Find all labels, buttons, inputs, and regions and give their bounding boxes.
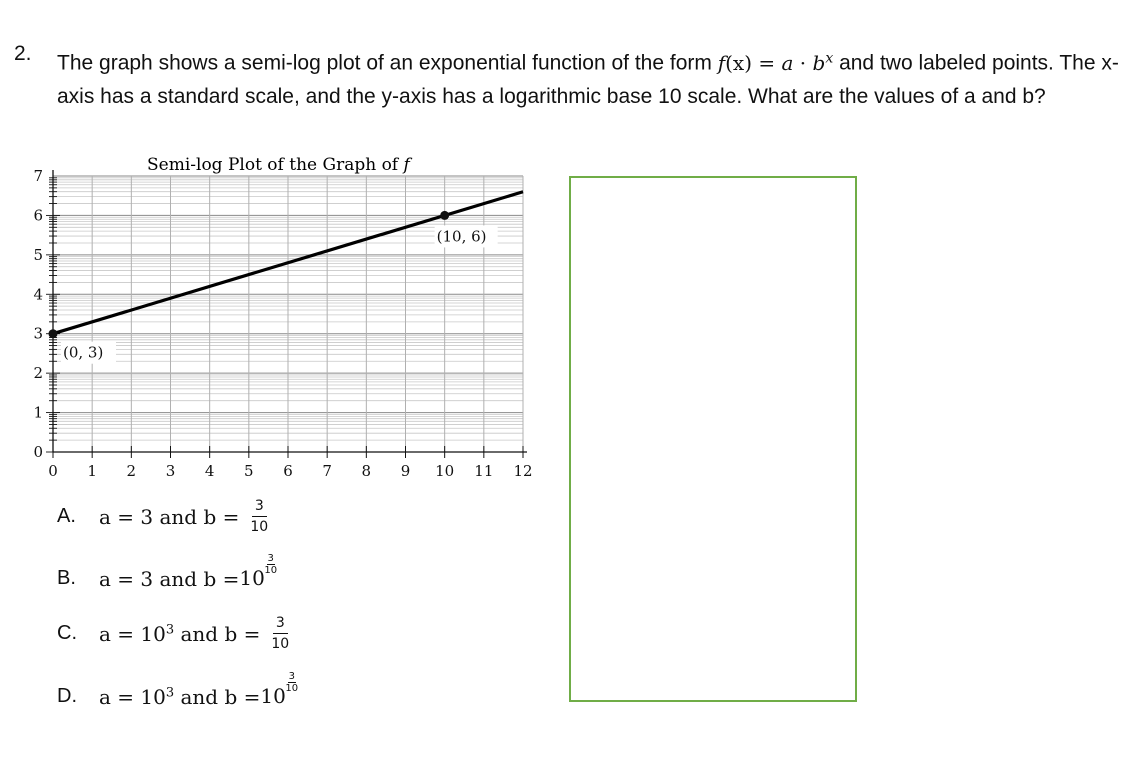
y-tick-label: 6: [33, 206, 43, 225]
x-tick-label: 1: [87, 462, 97, 480]
chart-title-var: f: [403, 155, 410, 175]
x-tick-label: 8: [361, 462, 372, 480]
choice-d-exp-den: 10: [285, 683, 299, 694]
chart-title: [147, 155, 413, 175]
y-tick-label: 0: [33, 443, 43, 461]
y-tick-label: 3: [33, 324, 43, 343]
x-tick-label: 3: [165, 462, 176, 480]
x-tick-label: 12: [513, 462, 533, 480]
choice-a-frac-den: 10: [250, 519, 269, 535]
choice-d[interactable]: [57, 671, 299, 709]
point-label: (0, 3): [63, 343, 104, 362]
x-tick-label: 4: [204, 462, 215, 480]
question-text-part1: The graph shows a semi-log plot of an exponential function of the form: [57, 51, 718, 75]
choice-b-letter: B.: [57, 567, 76, 589]
formula-exponent: x: [825, 50, 834, 66]
y-tick-label: 5: [33, 245, 43, 264]
choice-c-text: [99, 622, 260, 646]
formula-paren: (x): [725, 50, 753, 75]
choice-a[interactable]: [57, 498, 271, 535]
y-tick-label: 4: [33, 285, 43, 304]
y-tick-label: 2: [33, 364, 43, 383]
x-tick-label: 0: [48, 462, 58, 480]
choice-a-frac-num: 3: [252, 498, 267, 517]
y-tick-label: 7: [33, 167, 43, 185]
point-label: (10, 6): [436, 227, 487, 246]
choice-b-exp-den: 10: [264, 565, 278, 576]
choice-d-pow-base: 10: [260, 684, 286, 708]
choice-b-text: [99, 567, 239, 591]
choice-c-expr: a = 10: [99, 621, 166, 646]
x-tick-label: 10: [435, 462, 455, 480]
choice-c[interactable]: [57, 615, 292, 652]
formula-equals: =: [752, 50, 782, 75]
choice-b-expr: a = 3 and b =: [99, 566, 240, 591]
question-text: [57, 42, 1127, 113]
formula-b: b: [812, 50, 826, 75]
choice-c-rest: and b =: [174, 621, 261, 646]
choice-b-power: [239, 553, 278, 591]
question-number: 2.: [14, 42, 32, 65]
question-text-part2: and two labeled points. The x-axis has a standard scale, and the y-axis has a logarithmic base 10 scale. What are the values of a and b?: [57, 51, 1119, 108]
choice-b-pow-base: 10: [239, 566, 265, 590]
choice-a-fraction: [247, 498, 271, 535]
formula-f: f: [717, 50, 726, 75]
x-tick-label: 2: [126, 462, 137, 480]
choice-d-sup: 3: [165, 684, 175, 700]
choice-c-frac-num: 3: [273, 615, 288, 634]
choice-c-sup: 3: [165, 621, 175, 637]
choice-c-frac-den: 10: [271, 636, 290, 652]
formula-dot: ·: [793, 50, 813, 75]
choice-a-letter: A.: [57, 505, 76, 527]
choice-b-exp-num: 3: [267, 553, 274, 564]
choice-c-fraction: [268, 615, 292, 652]
choice-b[interactable]: [57, 553, 278, 591]
point-marker: [49, 329, 58, 338]
choice-d-pow-exponent: [284, 671, 299, 694]
answer-box[interactable]: [569, 176, 857, 702]
function-formula: [718, 51, 834, 75]
x-tick-label: 5: [244, 462, 254, 480]
choice-a-text: [99, 505, 239, 529]
choice-b-pow-exponent: [263, 553, 278, 576]
choice-c-letter: C.: [57, 622, 77, 644]
choice-d-power: [260, 671, 299, 709]
x-tick-label: 11: [474, 462, 494, 480]
choice-d-exp-num: 3: [288, 671, 295, 682]
choice-d-expr: a = 10: [99, 684, 166, 709]
x-tick-label: 6: [283, 462, 293, 480]
chart-title-text: Semi-log Plot of the Graph of: [147, 155, 404, 175]
formula-a: a: [781, 50, 794, 75]
y-tick-label: 1: [33, 403, 43, 422]
choice-d-text: [99, 685, 260, 709]
choice-d-letter: D.: [57, 685, 77, 707]
x-tick-label: 7: [322, 462, 332, 480]
choice-d-rest: and b =: [174, 684, 261, 709]
semi-log-chart: [0, 148, 560, 488]
choice-a-expr: a = 3 and b =: [99, 504, 240, 529]
x-tick-label: 9: [400, 462, 411, 480]
chart-points: [49, 211, 498, 364]
point-marker: [440, 211, 449, 220]
